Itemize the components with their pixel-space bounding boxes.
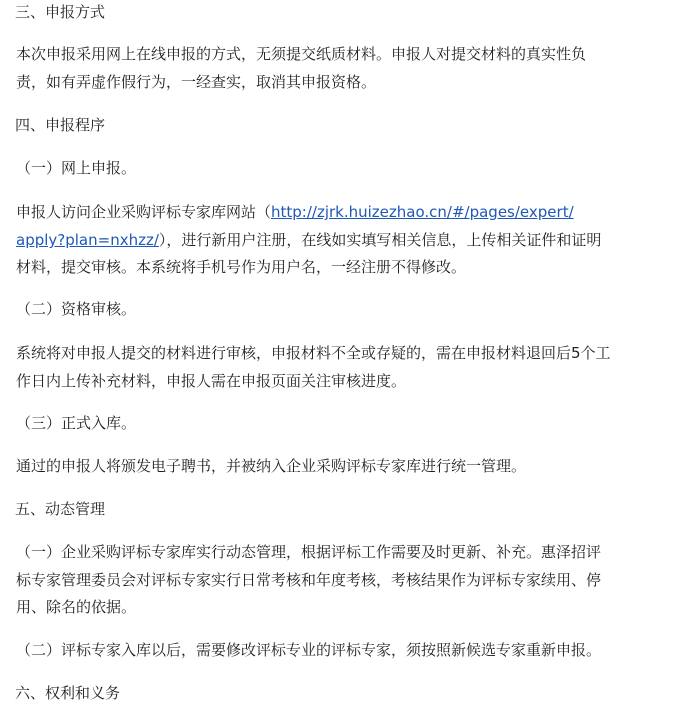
expert-apply-link[interactable]: http://zjrk.huizezhao.cn/#/pages/expert/ <box>271 203 574 221</box>
section-heading-6: 六、权利和义务 <box>15 684 121 702</box>
section-5-paragraph-1-line-2: 标专家管理委员会对评标专家实行日常考核和年度考核，考核结果作为评标专家续用、停 <box>16 571 602 589</box>
section-heading-5: 五、动态管理 <box>15 500 106 518</box>
section-5-paragraph-2-line-1: （二）评标专家入库以后，需要修改评标专业的评标专家，须按照新候选专家重新申报。 <box>16 641 602 659</box>
paragraph-text: ），进行新用户注册，在线如实填写相关信息，上传相关证件和证明 <box>158 231 602 249</box>
section-5-paragraph-1-line-3: 用、除名的依据。 <box>16 598 137 616</box>
section-4-paragraph-1-line-1 <box>16 202 678 222</box>
section-3-paragraph-line-1: 本次申报采用网上在线申报的方式，无须提交纸质材料。申报人对提交材料的真实性负 <box>16 45 587 63</box>
section-heading-4: 四、申报程序 <box>15 116 106 134</box>
subheading-online-application: （一）网上申报。 <box>16 159 137 177</box>
section-4-paragraph-3-line-1: 通过的申报人将颁发电子聘书，并被纳入企业采购评标专家库进行统一管理。 <box>16 457 527 475</box>
section-3-paragraph-line-2: 责，如有弄虚作假行为，一经查实，取消其申报资格。 <box>16 73 377 91</box>
section-4-paragraph-2-line-1: 系统将对申报人提交的材料进行审核，申报材料不全或存疑的，需在申报材料退回后5个工 <box>16 344 611 362</box>
section-4-paragraph-1-line-3: 材料，提交审核。本系统将手机号作为用户名，一经注册不得修改。 <box>16 258 467 276</box>
subheading-formal-admission: （三）正式入库。 <box>16 414 137 432</box>
section-4-paragraph-1-line-2 <box>16 230 678 250</box>
section-4-paragraph-2-line-2: 作日内上传补充材料，申报人需在申报页面关注审核进度。 <box>16 372 407 390</box>
section-5-paragraph-1-line-1: （一）企业采购评标专家库实行动态管理，根据评标工作需要及时更新、补充。惠泽招评 <box>16 543 602 561</box>
paragraph-text: 申报人访问企业采购评标专家库网站（ <box>16 203 272 221</box>
subheading-qualification-review: （二）资格审核。 <box>16 300 137 318</box>
section-heading-3: 三、申报方式 <box>15 3 106 21</box>
expert-apply-link-continued[interactable]: apply?plan=nxhzz/ <box>16 231 159 249</box>
